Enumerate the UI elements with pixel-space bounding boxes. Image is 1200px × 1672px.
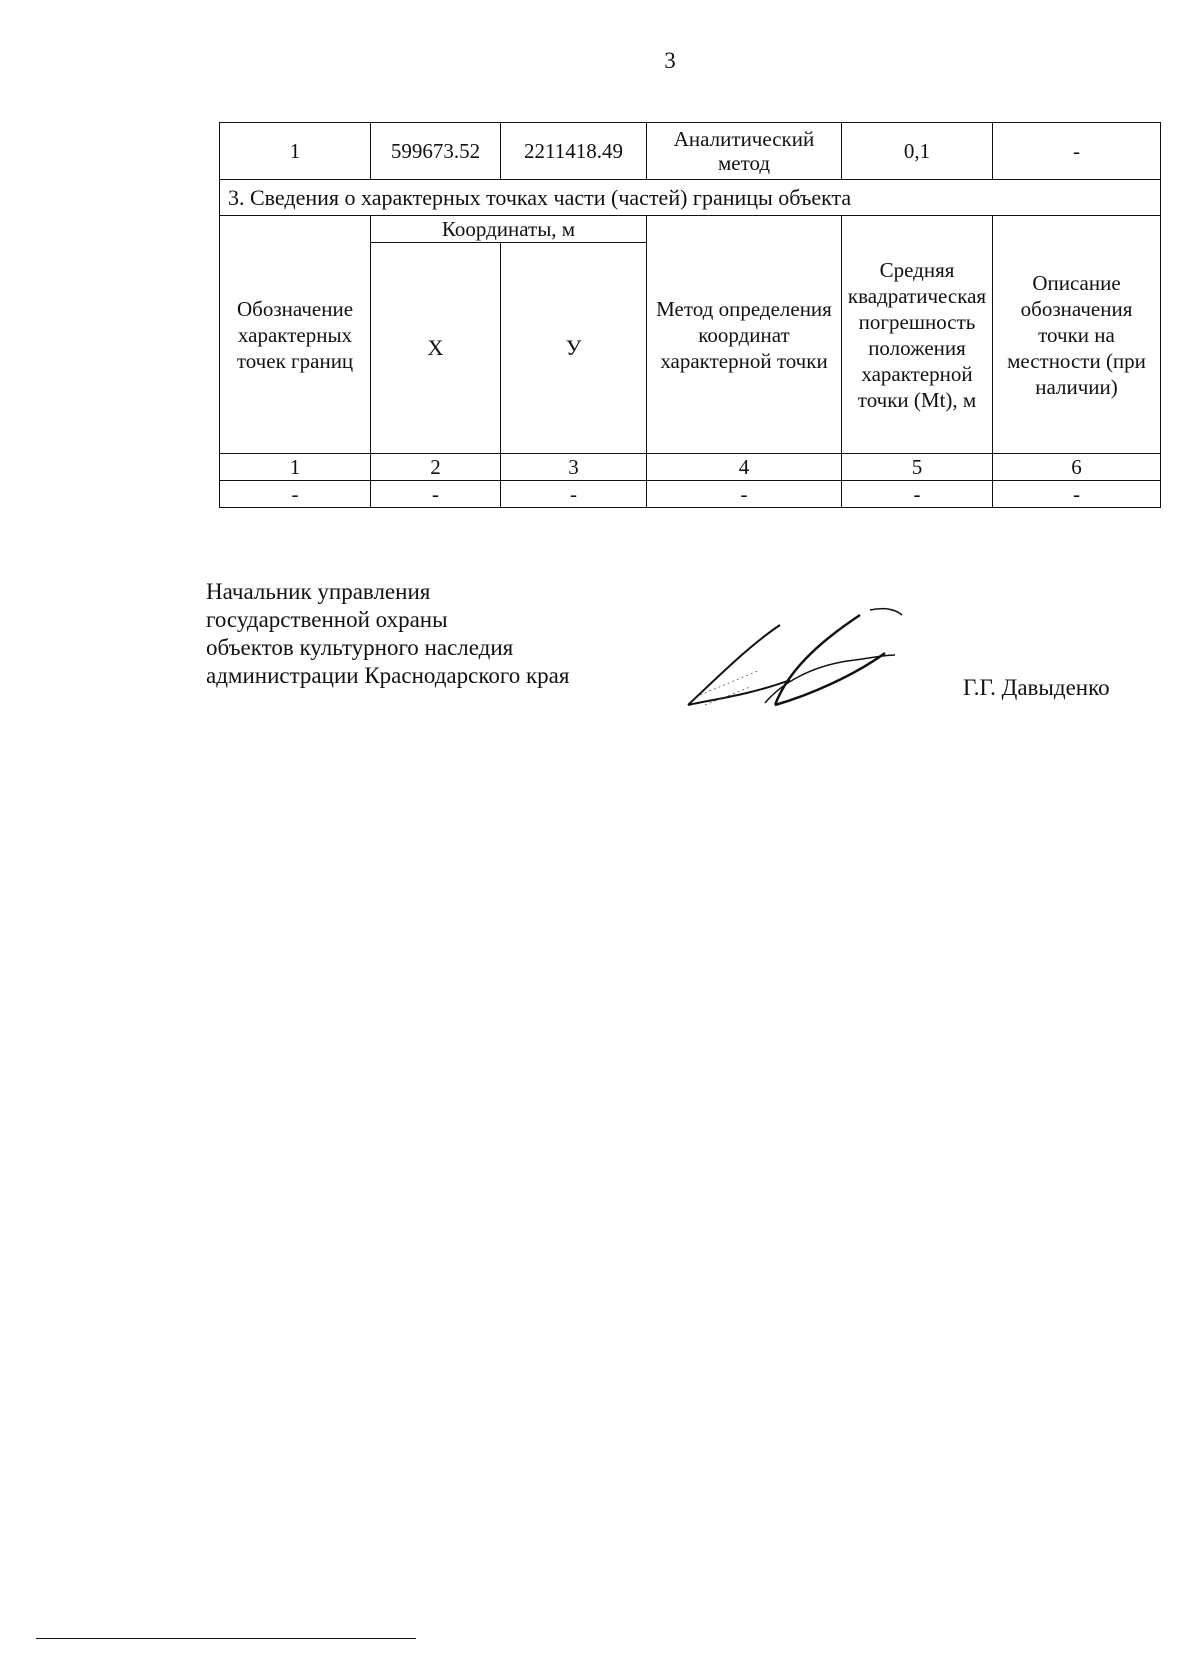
designation-header: Обозначение характерных точек границ [220,216,371,454]
table-cell: - [993,481,1161,508]
header-row [220,216,1161,243]
footnote-divider [36,1638,416,1639]
x-cell: 599673.52 [371,123,501,180]
position-line: объектов культурного наследия [206,635,514,660]
method-cell: Аналитический метод [647,123,842,180]
coords-header: Координаты, м [371,216,647,243]
column-number: 6 [993,454,1161,481]
table-row [220,481,1161,508]
coordinates-table [219,122,1161,508]
column-number: 4 [647,454,842,481]
section-title: 3. Сведения о характерных точках части (частей) границы объекта [220,180,1161,216]
section-title-row [220,180,1161,216]
table-cell: - [501,481,647,508]
table-row [220,123,1161,180]
column-number-row [220,454,1161,481]
table-cell: - [647,481,842,508]
y-cell: 2211418.49 [501,123,647,180]
signatory-name: Г.Г. Давыденко [963,675,1110,700]
page-number: 3 [664,48,676,73]
signatory-position [206,578,569,690]
column-number: 1 [220,454,371,481]
error-header: Средняя квадратическая погрешность положения характерной точки (Mt), м [842,216,993,454]
x-header: Х [371,243,501,454]
point-cell: 1 [220,123,371,180]
description-header: Описание обозначения точки на местности (при наличии) [993,216,1161,454]
table-cell: - [220,481,371,508]
description-cell: - [993,123,1161,180]
column-number: 3 [501,454,647,481]
y-header: У [501,243,647,454]
column-number: 2 [371,454,501,481]
table-cell: - [842,481,993,508]
handwritten-signature [680,595,930,735]
position-line: Начальник управления [206,579,431,604]
table-cell: - [371,481,501,508]
column-number: 5 [842,454,993,481]
position-line: государственной охраны [206,607,448,632]
position-line: администрации Краснодарского края [206,663,570,688]
method-header: Метод определения координат характерной точки [647,216,842,454]
error-cell: 0,1 [842,123,993,180]
